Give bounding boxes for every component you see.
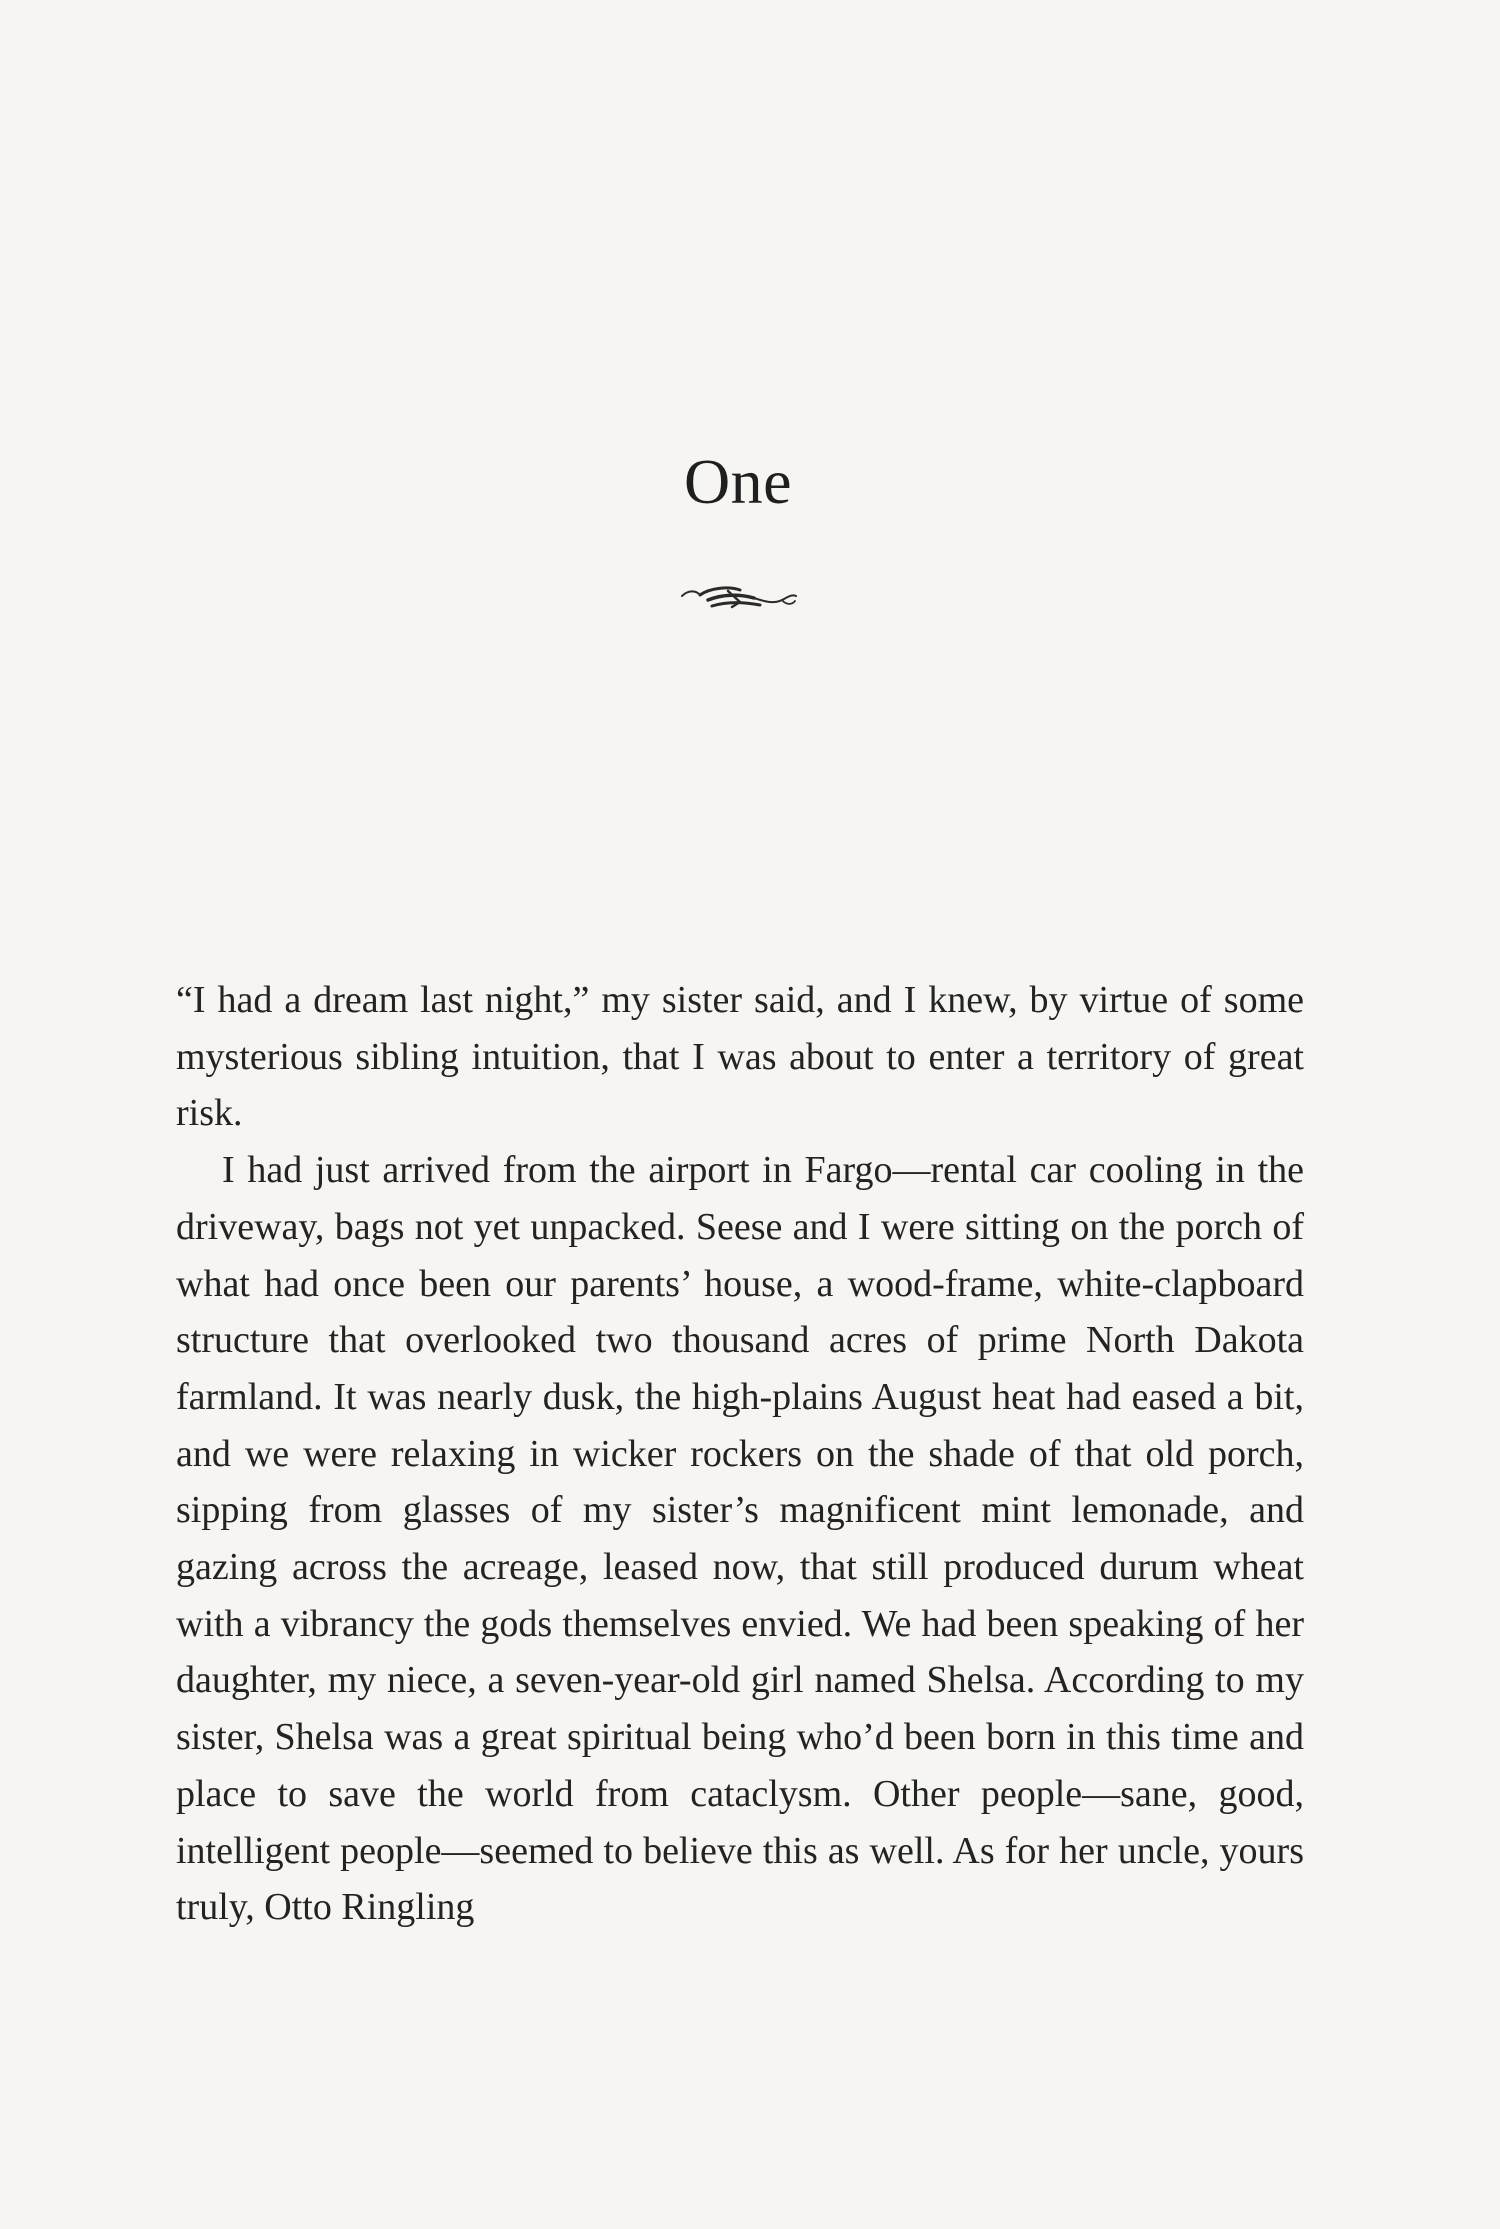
paragraph-1: “I had a dream last night,” my sister said, and I knew, by virtue of some mysterious sibling intuition, that I was about to enter a territory of great risk. (176, 979, 1304, 1135)
chapter-body (176, 972, 1304, 1936)
flourish-ornament-icon (678, 578, 800, 618)
paragraph-2: I had just arrived from the airport in Fargo—rental car cooling in the driveway, bags not yet unpacked. Seese and I were sitting on the porch of what had once been our parents’ house, a wood-frame, white-clapboard structure that overlooked two thousand acres of prime North Dakota farmland. It was nearly dusk, the high-plains August heat had eased a bit, and we were relaxing in wicker rockers on the shade of that old porch, sipping from glasses of my sister’s magnificent mint lemonade, and gazing across the acreage, leased now, that still produced durum wheat with a vibrancy the gods themselves envied. We had been speaking of her daughter, my niece, a seven-year-old girl named Shelsa. According to my sister, Shelsa was a great spiritual being who’d been born in this time and place to save the world from cataclysm. Other people—sane, good, intelligent people—seemed to believe this as well. As for her uncle, yours truly, Otto Ringling (176, 1149, 1304, 1929)
chapter-title: One (683, 446, 793, 517)
